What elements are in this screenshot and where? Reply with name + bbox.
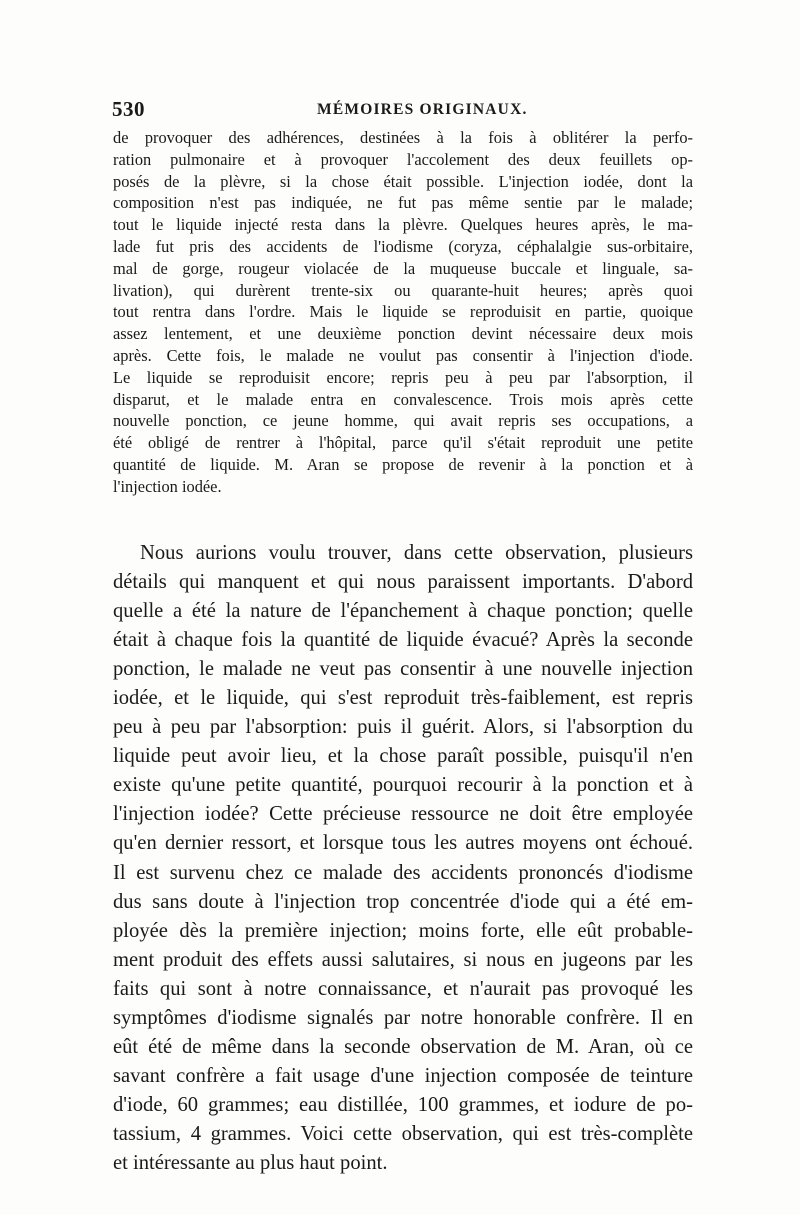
text-line: Nous aurions voulu trouver, dans cette observation, plusieurs [140, 542, 693, 564]
text-line: ration pulmonaire et à provoquer l'accolement des deux feuillets op- [113, 149, 693, 169]
text-line: tassium, 4 grammes. Voici cette observation, qui est très-complète [113, 1122, 693, 1145]
text-line: quantité de liquide. M. Aran se propose de revenir à la ponction et à [113, 454, 693, 474]
text-line: composition n'est pas indiquée, ne fut pas même sentie par le malade; [113, 193, 693, 213]
text-line: lade fut pris des accidents de l'iodisme (coryza, céphalalgie sus-orbitaire, [113, 236, 693, 256]
text-line: détails qui manquent et qui nous paraissent importants. D'abord [113, 571, 693, 594]
text-line: ment produit des effets aussi salutaires, si nous en jugeons par les [113, 948, 693, 971]
text-line: était à chaque fois la quantité de liquide évacué? Après la seconde [113, 629, 693, 652]
text-line: peu à peu par l'absorption: puis il guérit. Alors, si l'absorption du [113, 716, 693, 739]
text-line: tout le liquide injecté resta dans la plèvre. Quelques heures après, le ma- [113, 215, 693, 235]
running-head [112, 97, 692, 123]
text-line: iodée, et le liquide, qui s'est reproduit très-faiblement, est repris [113, 687, 693, 710]
text-line: qu'en dernier ressort, et lorsque tous les autres moyens ont échoué. [113, 832, 693, 855]
commentary-paragraph [113, 539, 693, 1178]
text-line: tout rentra dans l'ordre. Mais le liquide se reproduisit en partie, quoique [113, 302, 693, 322]
text-line: faits qui sont à notre connaissance, et n'aurait pas provoqué les [113, 977, 693, 1000]
text-line: assez lentement, et une deuxième ponction devint nécessaire deux mois [113, 324, 693, 344]
text-line: savant confrère a fait usage d'une injection composée de teinture [113, 1064, 693, 1087]
text-line: disparut, et le malade entra en convalescence. Trois mois après cette [113, 389, 693, 409]
text-line: nouvelle ponction, ce jeune homme, qui avait repris ses occupations, a [113, 411, 693, 431]
text-line: ponction, le malade ne veut pas consentir à une nouvelle injection [113, 658, 693, 681]
text-line: quelle a été la nature de l'épanchement à chaque ponction; quelle [113, 600, 693, 623]
text-line: posés de la plèvre, si la chose était possible. L'injection iodée, dont la [113, 171, 693, 191]
text-line: d'iode, 60 grammes; eau distillée, 100 grammes, et iodure de po- [113, 1093, 693, 1116]
text-line: l'injection iodée? Cette précieuse ressource ne doit être employée [113, 803, 693, 826]
case-report-paragraph [113, 127, 693, 498]
page-number: 530 [112, 97, 145, 121]
text-line: ployée dès la première injection; moins forte, elle eût probable- [113, 919, 693, 942]
text-line: liquide peut avoir lieu, et la chose paraît possible, puisqu'il n'en [113, 745, 693, 768]
text-line: existe qu'une petite quantité, pourquoi recourir à la ponction et à [113, 774, 693, 797]
text-line: après. Cette fois, le malade ne voulut pas consentir à l'injection d'iode. [113, 345, 693, 365]
text-line: Il est survenu chez ce malade des accidents prononcés d'iodisme [113, 861, 693, 884]
text-line: et intéressante au plus haut point. [113, 1151, 388, 1174]
text-line: Le liquide se reproduisit encore; repris peu à peu par l'absorption, il [113, 367, 693, 387]
text-line: dus sans doute à l'injection trop concentrée d'iode qui a été em- [113, 890, 693, 913]
text-line: l'injection iodée. [113, 476, 222, 496]
text-line: livation), qui durèrent trente-six ou quarante-huit heures; après quoi [113, 280, 693, 300]
text-line: de provoquer des adhérences, destinées à la fois à oblitérer la perfo- [113, 128, 693, 147]
text-line: mal de gorge, rougeur violacée de la muqueuse buccale et linguale, sa- [113, 258, 693, 278]
journal-title: MÉMOIRES ORIGINAUX. [317, 101, 528, 118]
text-line: été obligé de rentrer à l'hôpital, parce qu'il s'était reproduit une petite [113, 433, 693, 453]
text-line: symptômes d'iodisme signalés par notre honorable confrère. Il en [113, 1006, 693, 1029]
text-line: eût été de même dans la seconde observation de M. Aran, où ce [113, 1035, 693, 1058]
